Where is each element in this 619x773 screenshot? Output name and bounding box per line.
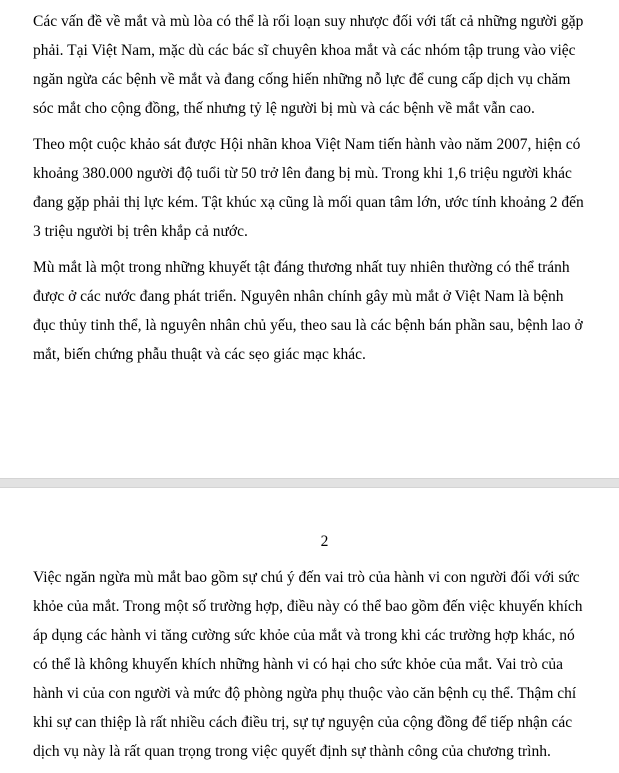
paragraph-eye-problems: Các vấn đề về mắt và mù lòa có thể là rối loạn suy nhược đối với tất cả những người gặp phải. Tại Việt Nam, mặc dù các bác sĩ chuyên khoa mắt và các nhóm tập trung vào việc ngăn ngừa các bệnh về mắt và đang cống hiến những nỗ lực để cung cấp dịch vụ chăm sóc mắt cho cộng đồng, thế nhưng tỷ lệ người bị mù và các bệnh về mắt vẫn cao.	[33, 13, 584, 117]
paragraph-prevention: Việc ngăn ngừa mù mắt bao gồm sự chú ý đến vai trò của hành vi con người đối với sức khỏe của mắt. Trong một số trường hợp, điều này có thể bao gồm đến việc khuyến khích áp dụng các hành vi tăng cường sức khỏe của mắt và trong khi các trường hợp khác, nó có thể là không khuyến khích những hành vi có hại cho sức khỏe của mắt. Vai trò của hành vi của con người và mức độ phòng ngừa phụ thuộc vào căn bệnh cụ thể. Thậm chí khi sự can thiệp là rất nhiều cách điều trị, sự tự nguyện của cộng đồng để tiếp nhận các dịch vụ này là rất quan trọng trong việc quyết định sự thành công của chương trình.	[33, 569, 583, 760]
page-1-body	[33, 7, 610, 376]
page-number: 2	[320, 533, 329, 550]
document-page-2	[0, 488, 619, 761]
page-separator	[0, 478, 619, 488]
paragraph-blindness-causes: Mù mắt là một trong những khuyết tật đáng thương nhất tuy nhiên thường có thể tránh được ở các nước đang phát triển. Nguyên nhân chính gây mù mắt ở Việt Nam là bệnh đục thủy tinh thể, là nguyên nhân chủ yếu, theo sau là các bệnh bán phần sau, bệnh lao ở mắt, biến chứng phẫu thuật và các sẹo giác mạc khác.	[33, 259, 583, 363]
page-2-body	[33, 563, 610, 773]
paragraph-survey-2007: Theo một cuộc khảo sát được Hội nhãn khoa Việt Nam tiến hành vào năm 2007, hiện có khoảng 380.000 người độ tuổi từ 50 trở lên đang bị mù. Trong khi 1,6 triệu người khác đang gặp phải thị lực kém. Tật khúc xạ cũng là mối quan tâm lớn, ước tính khoảng 2 đến 3 triệu người bị trên khắp cả nước.	[33, 136, 584, 240]
